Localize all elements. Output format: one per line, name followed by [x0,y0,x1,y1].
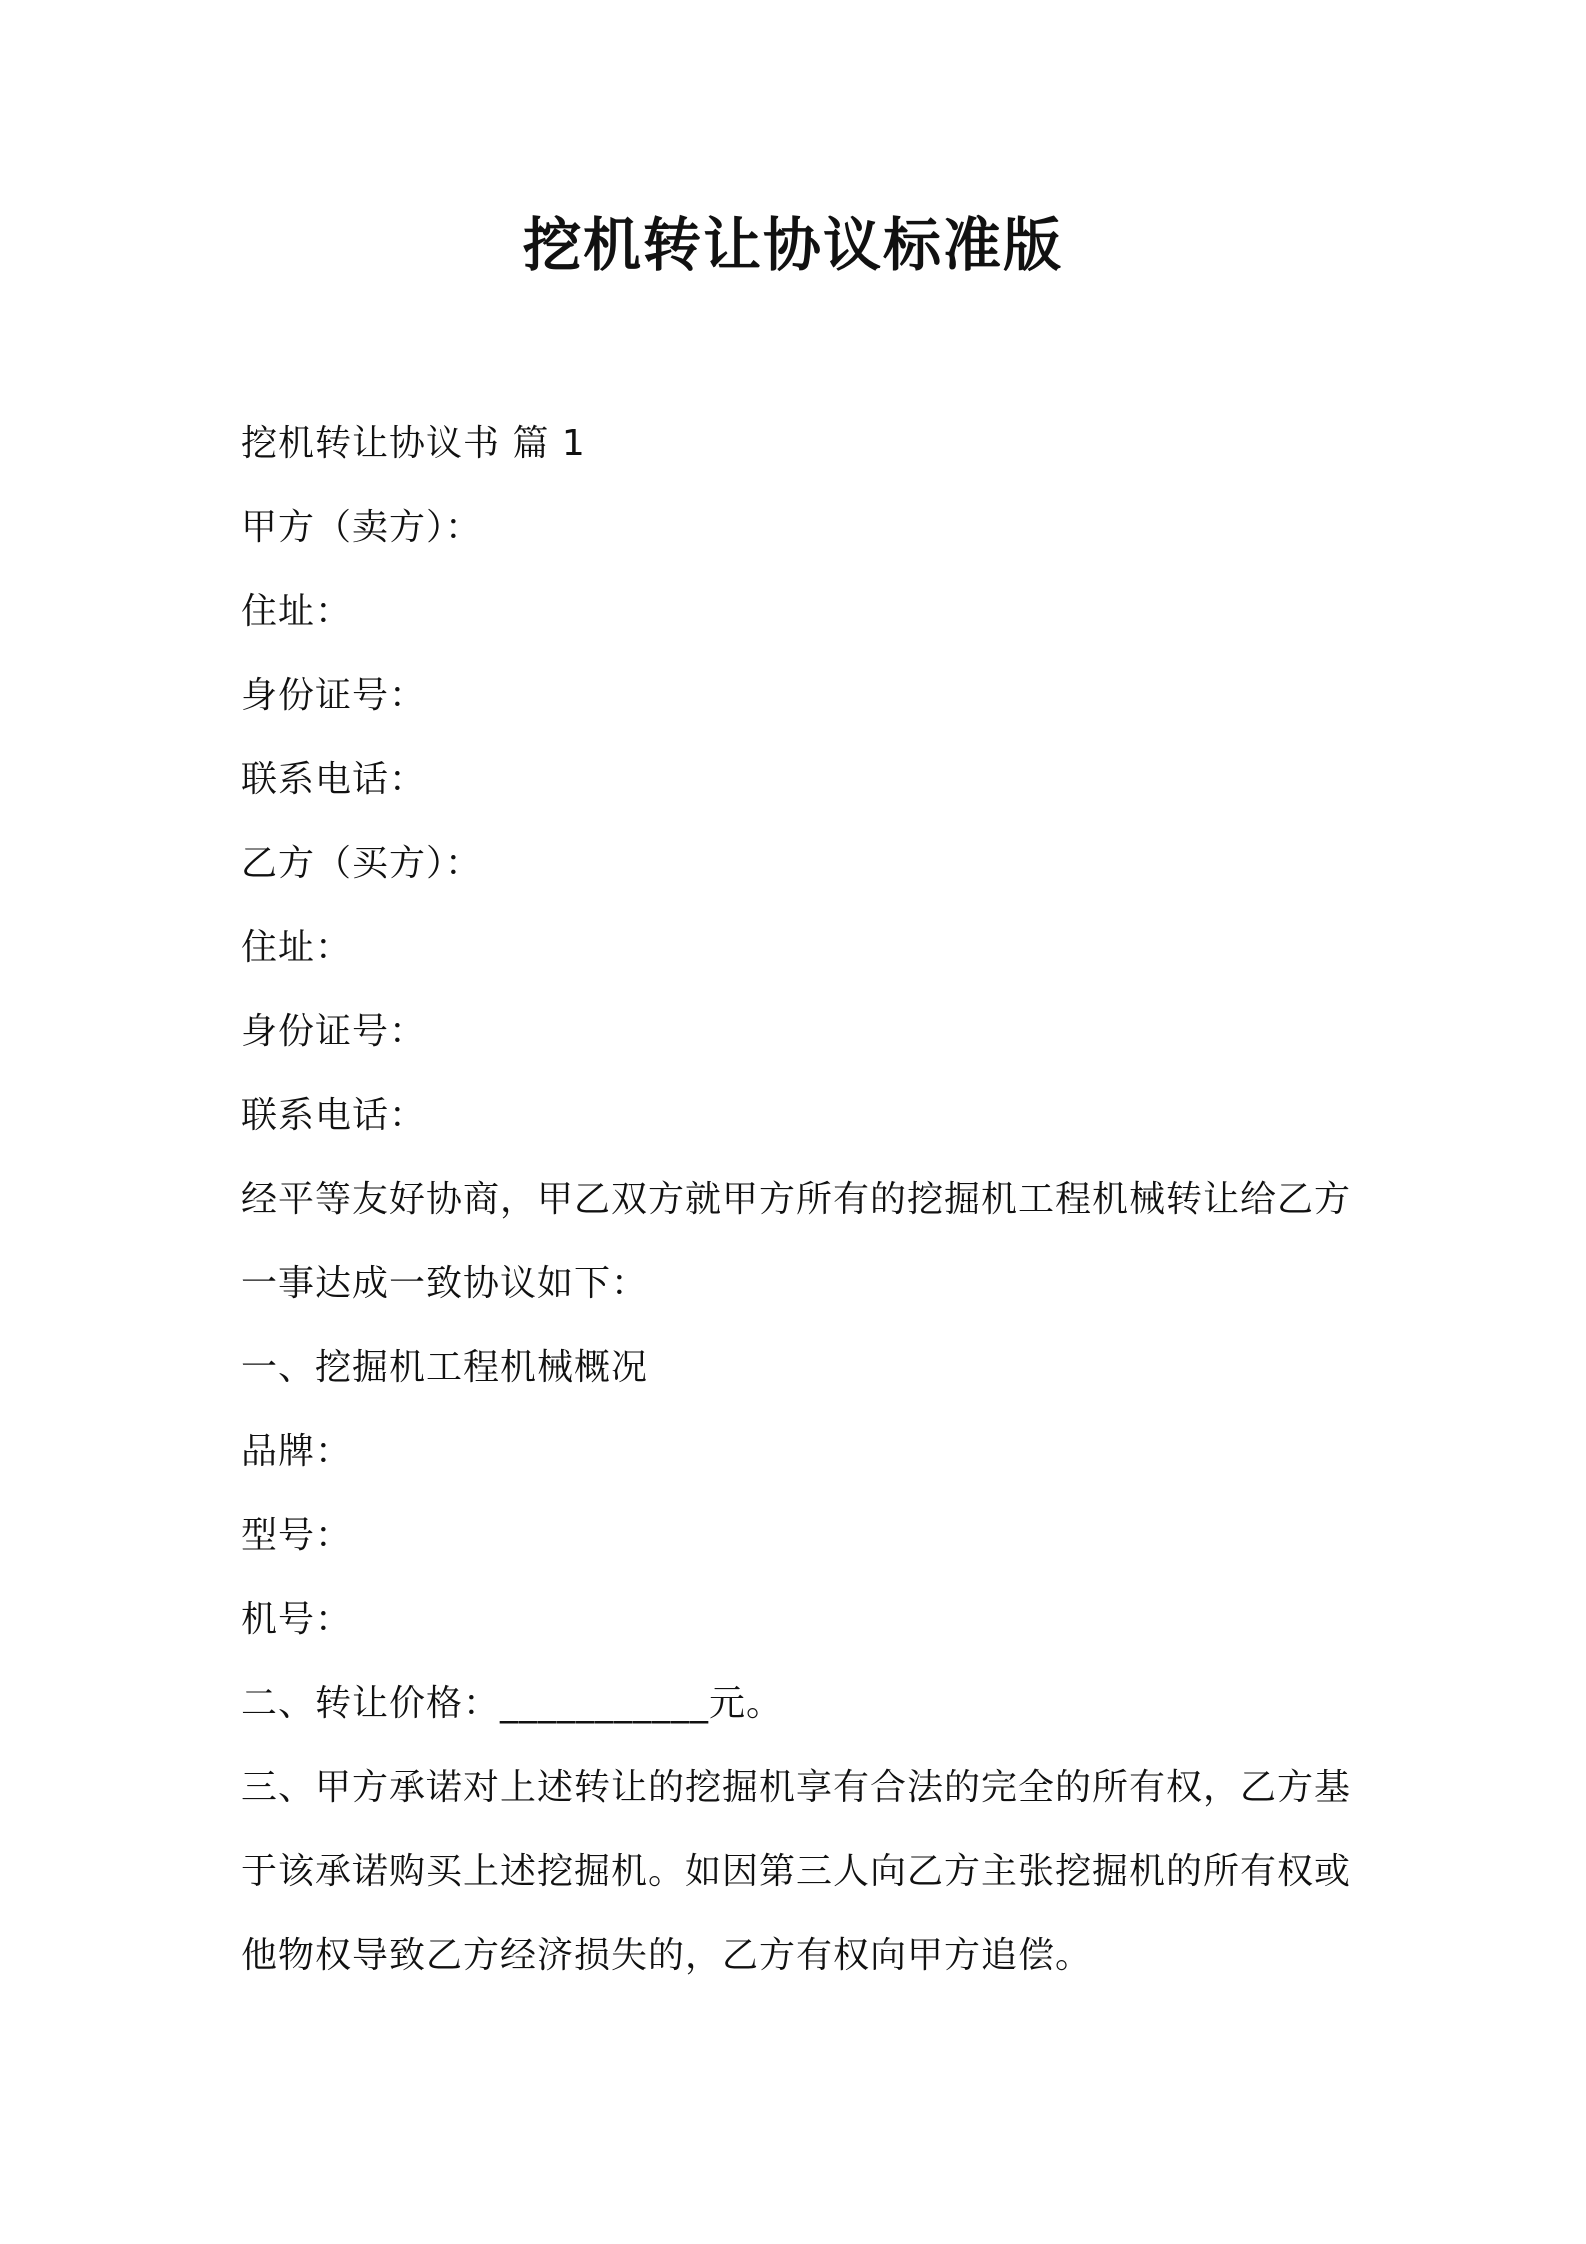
party-b-phone: 联系电话： [241,1095,427,1136]
party-a-id-number: 身份证号： [241,675,427,716]
party-b-id-number: 身份证号： [241,1011,427,1052]
clause-3-line-1: 三、甲方承诺对上述转让的挖掘机享有合法的完全的所有权，乙方基 [241,1767,1352,1808]
party-a-address: 住址： [241,591,353,632]
party-b-address: 住址： [241,927,353,968]
section-heading: 挖机转让协议书 篇 1 [241,423,586,464]
machine-number-field: 机号： [241,1599,353,1640]
party-b-label: 乙方（买方）： [241,843,483,884]
document-title: 挖机转让协议标准版 [522,211,1063,279]
model-field: 型号： [241,1515,353,1556]
clause-2-price: 二、转让价格：___________元。 [241,1683,784,1724]
clause-3-line-3: 他物权导致乙方经济损失的，乙方有权向甲方追偿。 [241,1935,1093,1976]
clause-3-line-2: 于该承诺购买上述挖掘机。如因第三人向乙方主张挖掘机的所有权或 [241,1851,1352,1892]
party-a-label: 甲方（卖方）： [241,507,483,548]
clause-1-heading: 一、挖掘机工程机械概况 [241,1347,649,1388]
agreement-intro-line-2: 一事达成一致协议如下： [241,1263,649,1304]
brand-field: 品牌： [241,1431,353,1472]
document-body [241,402,1361,1998]
agreement-intro-line-1: 经平等友好协商，甲乙双方就甲方所有的挖掘机工程机械转让给乙方 [241,1179,1352,1220]
party-a-phone: 联系电话： [241,759,427,800]
